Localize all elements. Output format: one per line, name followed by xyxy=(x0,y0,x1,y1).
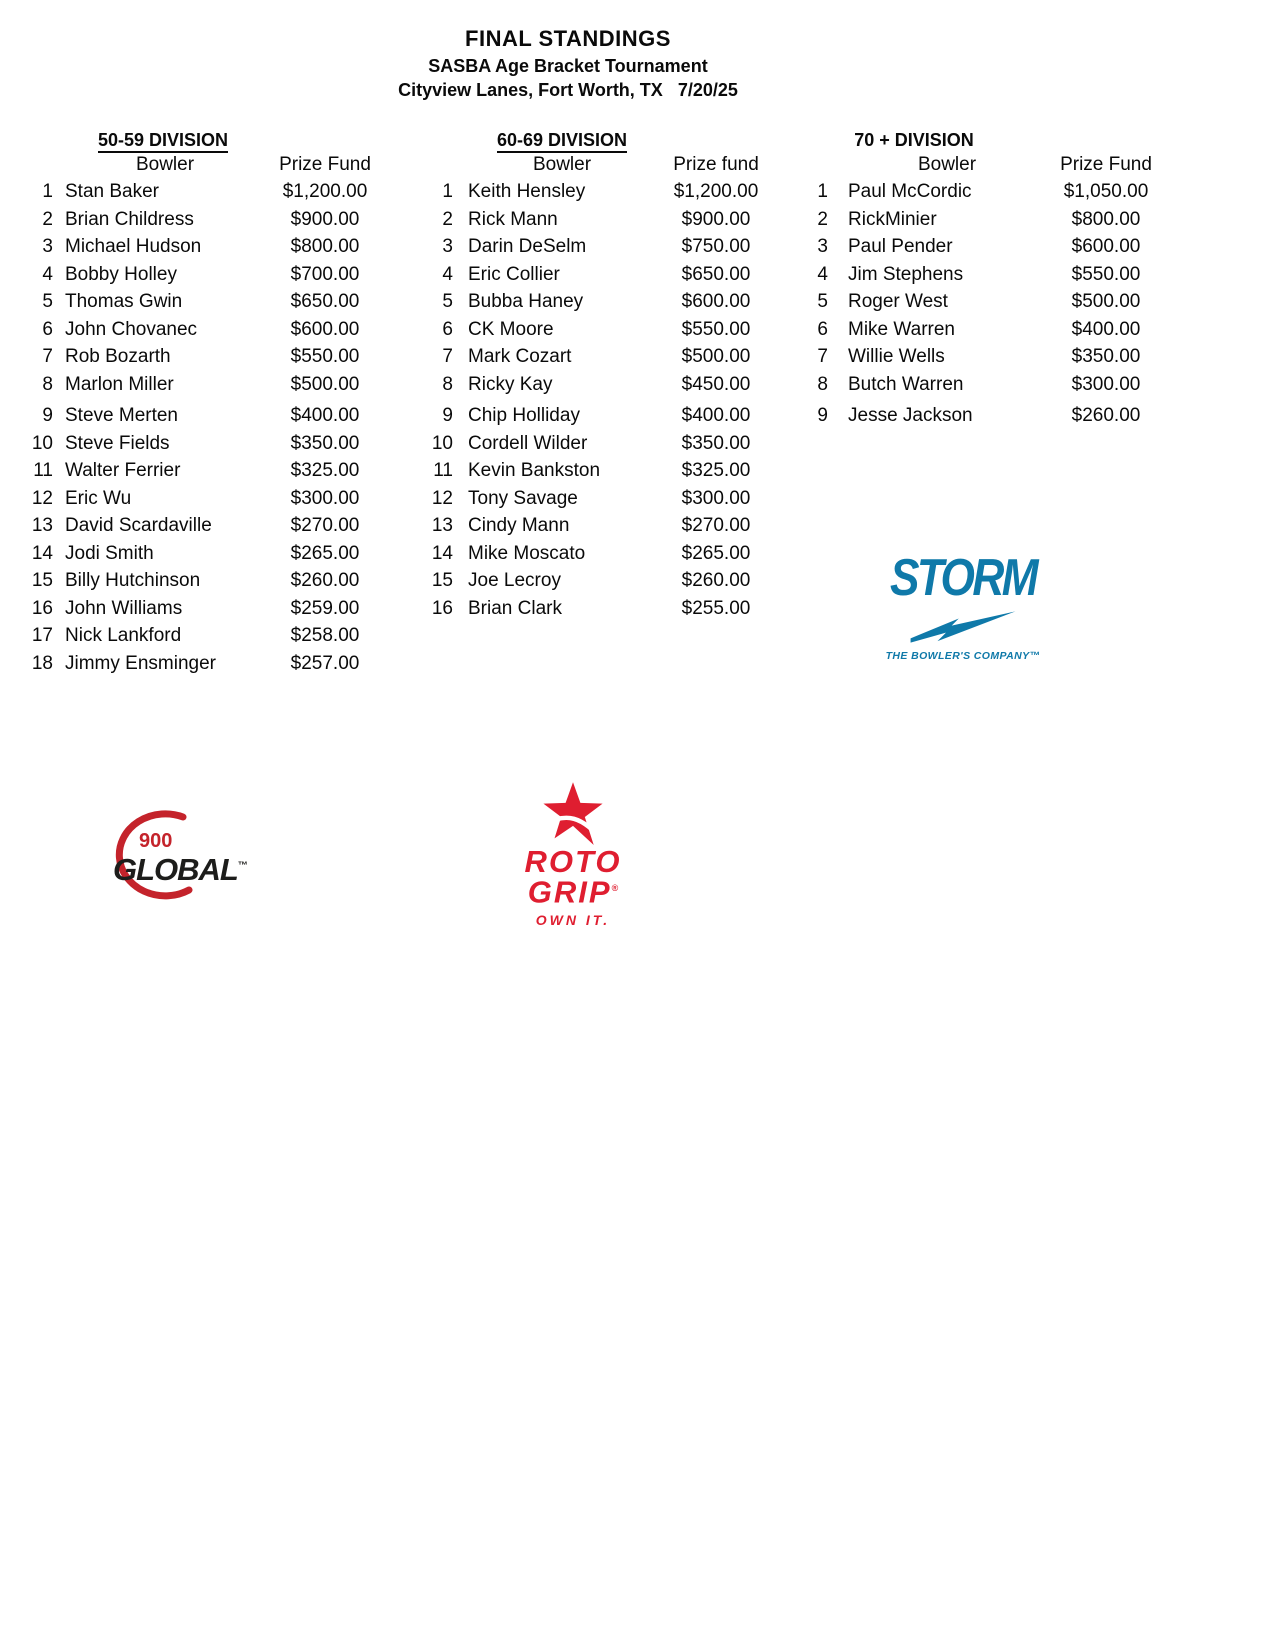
table-row xyxy=(796,181,1166,209)
bowler-name: Rob Bozarth xyxy=(65,346,171,367)
rank-number: 13 xyxy=(431,515,453,536)
rank-number: 6 xyxy=(817,318,828,340)
prize-amount: $270.00 xyxy=(290,515,360,536)
prize-amount: $1,200.00 xyxy=(673,181,759,202)
storm-wordmark: STORM xyxy=(889,549,1037,607)
prize-amount: $257.00 xyxy=(290,652,360,674)
bowler-name: Eric Collier xyxy=(468,263,560,285)
column-header-prize: Prize Fund xyxy=(279,154,371,175)
tournament-header xyxy=(0,26,1136,102)
rank-number: 4 xyxy=(42,263,53,285)
prize-amount: $400.00 xyxy=(681,405,751,426)
roto-grip-wordmark-roto: ROTO xyxy=(524,844,622,879)
standings-rows xyxy=(429,181,776,625)
table-row xyxy=(796,319,1166,347)
storm-logo xyxy=(868,548,1058,662)
rank-number: 6 xyxy=(442,318,453,340)
bowler-name: Joe Lecroy xyxy=(468,570,561,591)
table-row xyxy=(28,374,385,402)
rank-number: 17 xyxy=(31,625,53,646)
prize-amount: $750.00 xyxy=(681,236,751,257)
roto-grip-star-icon xyxy=(522,780,624,848)
bowler-name: John Chovanec xyxy=(65,318,198,340)
table-header-row xyxy=(796,154,1166,181)
division-50-59 xyxy=(28,130,385,680)
column-header-prize: Prize Fund xyxy=(1060,154,1152,175)
table-row xyxy=(28,543,385,571)
rank-number: 9 xyxy=(42,405,53,426)
rank-number: 3 xyxy=(442,236,453,257)
bowler-name: Brian Childress xyxy=(65,208,194,230)
rank-number: 12 xyxy=(31,487,53,509)
bowler-name: Steve Fields xyxy=(65,432,170,454)
bowler-name: Jodi Smith xyxy=(65,542,154,564)
rank-number: 3 xyxy=(42,236,53,257)
bowler-name: Tony Savage xyxy=(468,487,578,509)
prize-amount: $350.00 xyxy=(1071,346,1141,367)
roto-grip-wordmark-grip: GRIP® xyxy=(527,874,619,910)
bowler-name: Mike Moscato xyxy=(468,542,586,564)
rank-number: 12 xyxy=(431,487,453,509)
bowler-name: Mike Warren xyxy=(848,318,955,340)
prize-amount: $600.00 xyxy=(1071,236,1141,257)
bowler-name: Billy Hutchinson xyxy=(65,570,201,591)
rank-number: 5 xyxy=(42,291,53,312)
table-row xyxy=(28,625,385,653)
prize-amount: $300.00 xyxy=(1071,373,1141,395)
trademark-symbol: ™ xyxy=(237,860,247,872)
prize-amount: $260.00 xyxy=(1071,405,1141,426)
bowler-name: Cordell Wilder xyxy=(468,432,588,454)
bowler-name: Chip Holliday xyxy=(468,405,580,426)
bowler-name: David Scardaville xyxy=(65,515,212,536)
bowler-name: Marlon Miller xyxy=(65,373,174,395)
900-global-logo xyxy=(95,810,285,905)
storm-lightning-bolt-icon xyxy=(888,610,1038,644)
table-row xyxy=(429,543,776,571)
bowler-name: Nick Lankford xyxy=(65,625,182,646)
rank-number: 10 xyxy=(31,432,53,454)
table-row xyxy=(28,460,385,488)
division-title: 50-59 DIVISION xyxy=(28,130,298,154)
table-row xyxy=(28,181,385,209)
roto-grip-logo xyxy=(498,780,648,928)
rank-number: 7 xyxy=(817,346,828,367)
prize-amount: $700.00 xyxy=(290,263,360,285)
table-row xyxy=(28,346,385,374)
division-title: 60-69 DIVISION xyxy=(429,130,695,154)
rank-number: 5 xyxy=(442,291,453,312)
rank-number: 8 xyxy=(442,373,453,395)
bowler-name: Jim Stephens xyxy=(848,263,964,285)
prize-amount: $900.00 xyxy=(290,208,360,230)
bowler-name: Butch Warren xyxy=(848,373,964,395)
table-row xyxy=(796,236,1166,264)
table-row xyxy=(28,291,385,319)
rank-number: 8 xyxy=(817,373,828,395)
bowler-name: Keith Hensley xyxy=(468,181,586,202)
page-title: FINAL STANDINGS xyxy=(465,26,671,51)
bowler-name: Michael Hudson xyxy=(65,236,202,257)
table-row xyxy=(28,515,385,543)
prize-amount: $350.00 xyxy=(290,432,360,454)
prize-amount: $300.00 xyxy=(290,487,360,509)
table-row xyxy=(28,405,385,433)
bowler-name: Cindy Mann xyxy=(468,515,570,536)
prize-amount: $600.00 xyxy=(290,318,360,340)
tournament-subtitle: SASBA Age Bracket Tournament xyxy=(428,56,708,76)
rank-number: 15 xyxy=(31,570,53,591)
rank-number: 7 xyxy=(42,346,53,367)
table-row xyxy=(28,319,385,347)
table-row xyxy=(28,570,385,598)
column-header-bowler: Bowler xyxy=(532,154,592,175)
rank-number: 13 xyxy=(31,515,53,536)
bowler-name: Eric Wu xyxy=(65,487,132,509)
table-row xyxy=(796,374,1166,402)
bowler-name: Mark Cozart xyxy=(468,346,572,367)
division-70-plus xyxy=(796,130,1166,433)
bowler-name: Darin DeSelm xyxy=(468,236,587,257)
rank-number: 3 xyxy=(817,236,828,257)
rank-number: 9 xyxy=(442,405,453,426)
prize-amount: $325.00 xyxy=(681,460,751,481)
bowler-name: Ricky Kay xyxy=(468,373,553,395)
prize-amount: $550.00 xyxy=(681,318,751,340)
prize-amount: $650.00 xyxy=(290,291,360,312)
rank-number: 7 xyxy=(442,346,453,367)
prize-amount: $258.00 xyxy=(290,625,360,646)
division-title: 70 + DIVISION xyxy=(854,130,974,150)
prize-amount: $350.00 xyxy=(681,432,751,454)
bowler-name: Bubba Haney xyxy=(468,291,584,312)
prize-amount: $550.00 xyxy=(290,346,360,367)
rank-number: 4 xyxy=(442,263,453,285)
venue-date-line: Cityview Lanes, Fort Worth, TX 7/20/25 xyxy=(398,80,738,100)
table-row xyxy=(28,264,385,292)
prize-amount: $300.00 xyxy=(681,487,751,509)
bowler-name: Steve Merten xyxy=(65,405,178,426)
rank-number: 16 xyxy=(31,597,53,619)
bowler-name: John Williams xyxy=(65,597,183,619)
table-row xyxy=(429,209,776,237)
prize-amount: $259.00 xyxy=(290,597,360,619)
table-row xyxy=(429,598,776,626)
table-row xyxy=(796,291,1166,319)
table-row xyxy=(429,460,776,488)
table-row xyxy=(28,433,385,461)
prize-amount: $400.00 xyxy=(1071,318,1141,340)
roto-grip-slogan: OWN IT. xyxy=(535,912,611,929)
rank-number: 8 xyxy=(42,373,53,395)
prize-amount: $600.00 xyxy=(681,291,751,312)
bowler-name: Paul Pender xyxy=(848,236,953,257)
column-header-prize: Prize fund xyxy=(673,154,759,175)
table-row xyxy=(429,346,776,374)
column-header-bowler: Bowler xyxy=(917,154,977,175)
table-row xyxy=(429,374,776,402)
table-row xyxy=(429,488,776,516)
prize-amount: $450.00 xyxy=(681,373,751,395)
table-row xyxy=(28,236,385,264)
table-row xyxy=(796,405,1166,433)
table-row xyxy=(796,264,1166,292)
900-global-wordmark: GLOBAL™ xyxy=(113,852,247,887)
table-row xyxy=(429,264,776,292)
prize-amount: $500.00 xyxy=(1071,291,1141,312)
rank-number: 11 xyxy=(33,460,53,481)
rank-number: 5 xyxy=(817,291,828,312)
table-header-row xyxy=(28,154,385,181)
table-header-row xyxy=(429,154,776,181)
division-60-69 xyxy=(429,130,776,625)
prize-amount: $1,050.00 xyxy=(1063,181,1149,202)
bowler-name: Stan Baker xyxy=(65,181,159,202)
rank-number: 18 xyxy=(31,652,53,674)
rank-number: 14 xyxy=(431,542,453,564)
bowler-name: CK Moore xyxy=(468,318,554,340)
table-row xyxy=(796,209,1166,237)
rank-number: 2 xyxy=(42,208,53,230)
prize-amount: $800.00 xyxy=(290,236,360,257)
bowler-name: Paul McCordic xyxy=(848,181,972,202)
prize-amount: $265.00 xyxy=(290,542,360,564)
bowler-name: Willie Wells xyxy=(848,346,945,367)
bowler-name: Roger West xyxy=(848,291,948,312)
900-global-number: 900 xyxy=(139,830,173,852)
table-row xyxy=(429,433,776,461)
table-row xyxy=(429,291,776,319)
table-row xyxy=(429,181,776,209)
prize-amount: $500.00 xyxy=(681,346,751,367)
rank-number: 2 xyxy=(817,208,828,230)
prize-amount: $325.00 xyxy=(290,460,360,481)
prize-amount: $550.00 xyxy=(1071,263,1141,285)
table-row xyxy=(28,598,385,626)
rank-number: 10 xyxy=(431,432,453,454)
prize-amount: $255.00 xyxy=(681,597,751,619)
bowler-name: Brian Clark xyxy=(468,597,562,619)
standings-rows xyxy=(796,181,1166,433)
rank-number: 9 xyxy=(817,405,828,426)
prize-amount: $270.00 xyxy=(681,515,751,536)
prize-amount: $800.00 xyxy=(1071,208,1141,230)
prize-amount: $650.00 xyxy=(681,263,751,285)
prize-amount: $500.00 xyxy=(290,373,360,395)
standings-rows xyxy=(28,181,385,680)
rank-number: 11 xyxy=(433,460,453,481)
rank-number: 16 xyxy=(431,597,453,619)
bowler-name: Jimmy Ensminger xyxy=(65,652,216,674)
prize-amount: $260.00 xyxy=(290,570,360,591)
prize-amount: $400.00 xyxy=(290,405,360,426)
rank-number: 4 xyxy=(817,263,828,285)
rank-number: 2 xyxy=(442,208,453,230)
column-header-bowler: Bowler xyxy=(135,154,195,175)
registered-symbol: ® xyxy=(611,883,619,893)
rank-number: 1 xyxy=(817,181,828,202)
table-row xyxy=(796,346,1166,374)
table-row xyxy=(429,570,776,598)
prize-amount: $265.00 xyxy=(681,542,751,564)
table-row xyxy=(429,405,776,433)
bowler-name: RickMinier xyxy=(848,208,937,230)
table-row xyxy=(28,488,385,516)
bowler-name: Bobby Holley xyxy=(65,263,177,285)
bowler-name: Walter Ferrier xyxy=(65,460,181,481)
rank-number: 15 xyxy=(431,570,453,591)
table-row xyxy=(429,319,776,347)
bowler-name: Jesse Jackson xyxy=(848,405,973,426)
storm-tagline: THE BOWLER'S COMPANY™ xyxy=(885,650,1041,662)
bowler-name: Rick Mann xyxy=(468,208,558,230)
rank-number: 6 xyxy=(42,318,53,340)
table-row xyxy=(429,515,776,543)
rank-number: 1 xyxy=(42,181,53,202)
bowler-name: Kevin Bankston xyxy=(468,460,601,481)
prize-amount: $900.00 xyxy=(681,208,751,230)
table-row xyxy=(28,653,385,681)
prize-amount: $260.00 xyxy=(681,570,751,591)
prize-amount: $1,200.00 xyxy=(282,181,368,202)
rank-number: 14 xyxy=(31,542,53,564)
bowler-name: Thomas Gwin xyxy=(65,291,183,312)
rank-number: 1 xyxy=(442,181,453,202)
table-row xyxy=(429,236,776,264)
table-row xyxy=(28,209,385,237)
